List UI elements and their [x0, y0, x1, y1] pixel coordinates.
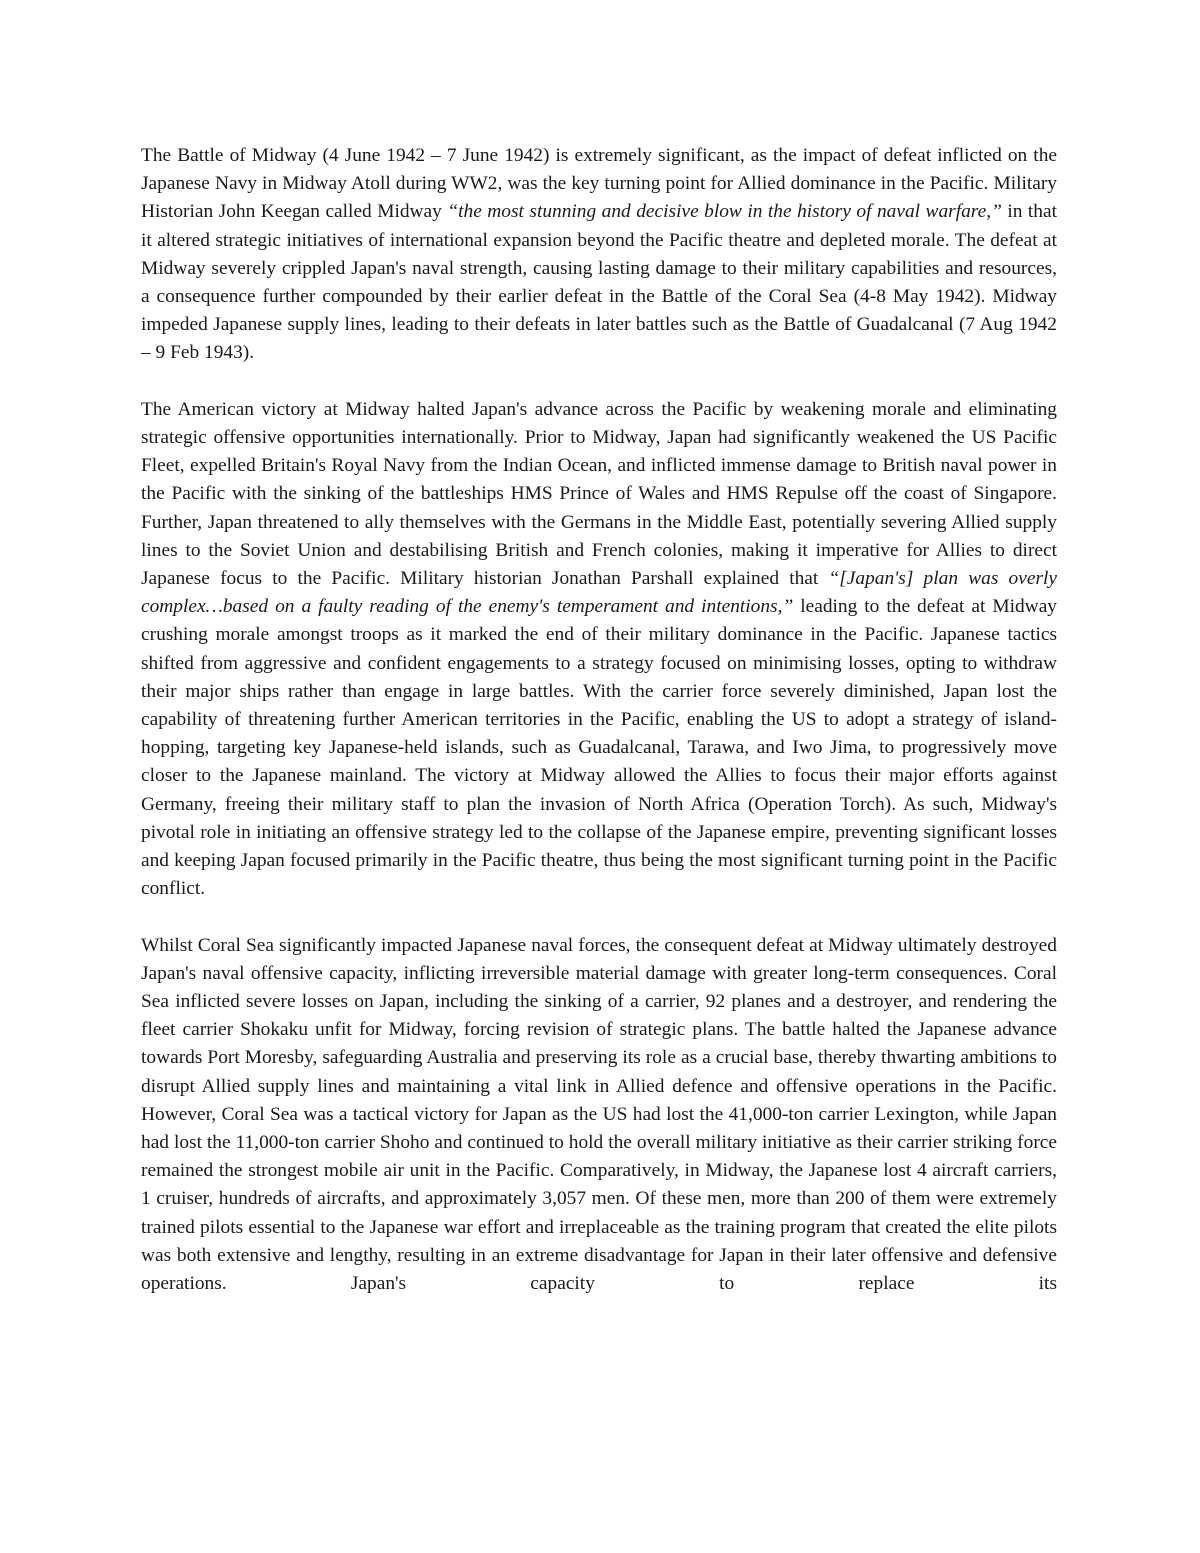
parshall-quote: “[Japan's] plan was overly complex…based on a faulty reading of the enemy's temperament and intentions,”: [141, 568, 1057, 618]
paragraph-2-run-3: leading to the defeat at Midway crushing morale amongst troops as it marked the end of their military dominance in the Pacific. Japanese tactics shifted from aggressive and confident engagements to a strategy focused on minimising losses, opting to withdraw their major ships rather than engage in large battles. With the carrier force severely diminished, Japan lost the capability of threatening further American territories in the Pacific, enabling the US to adopt a strategy of island-hopping, targeting key Japanese-held islands, such as Guadalcanal, Tarawa, and Iwo Jima, to progressively move closer to the Japanese mainland. The victory at Midway allowed the Allies to focus their major efforts against Germany, freeing their military staff to plan the invasion of North Africa (Operation Torch). As such, Midway's pivotal role in initiating an offensive strategy led to the collapse of the Japanese empire, preventing significant losses and keeping Japan focused primarily in the Pacific theatre, thus being the most significant turning point in the Pacific conflict.: [141, 596, 1057, 900]
paragraph-1-run-3: in that it altered strategic initiatives of international expansion beyond the Pacific theatre and depleted morale. The defeat at Midway severely crippled Japan's naval strength, causing lasting damage to their military capabilities and resources, a consequence further compounded by their earlier defeat in the Battle of the Coral Sea (4-8 May 1942). Midway impeded Japanese supply lines, leading to their defeats in later battles such as the Battle of Guadalcanal (7 Aug 1942 – 9 Feb 1943).: [141, 201, 1057, 364]
paragraph-1: [141, 142, 1057, 368]
paragraph-2: [141, 396, 1057, 904]
paragraph-2-run-1: The American victory at Midway halted Japan's advance across the Pacific by weakening morale and eliminating strategic offensive opportunities internationally. Prior to Midway, Japan had significantly weakened the US Pacific Fleet, expelled Britain's Royal Navy from the Indian Ocean, and inflicted immense damage to British naval power in the Pacific with the sinking of the battleships HMS Prince of Wales and HMS Repulse off the coast of Singapore. Further, Japan threatened to ally themselves with the Germans in the Middle East, potentially severing Allied supply lines to the Soviet Union and destabilising British and French colonies, making it imperative for Allies to direct Japanese focus to the Pacific. Military historian Jonathan Parshall explained that: [141, 398, 1057, 590]
keegan-quote: “the most stunning and decisive blow in the history of naval warfare,”: [447, 201, 1002, 223]
paragraph-3-run-1: Whilst Coral Sea significantly impacted Japanese naval forces, the consequent defeat at Midway ultimately destroyed Japan's naval offensive capacity, inflicting irreversible material damage with greater long-term consequences. Coral Sea inflicted severe losses on Japan, including the sinking of a carrier, 92 planes and a destroyer, and rendering the fleet carrier Shokaku unfit for Midway, forcing revision of strategic plans. The battle halted the Japanese advance towards Port Moresby, safeguarding Australia and preserving its role as a crucial base, thereby thwarting ambitions to disrupt Allied supply lines and maintaining a vital link in Allied defence and offensive operations in the Pacific. However, Coral Sea was a tactical victory for Japan as the US had lost the 41,000-ton carrier Lexington, while Japan had lost the 11,000-ton carrier Shoho and continued to hold the overall military initiative as their carrier striking force remained the strongest mobile air unit in the Pacific. Comparatively, in Midway, the Japanese lost 4 aircraft carriers, 1 cruiser, hundreds of aircrafts, and approximately 3,057 men. Of these men, more than 200 of them were extremely trained pilots essential to the Japanese war effort and irreplaceable as the training program that created the elite pilots was both extensive and lengthy, resulting in an extreme disadvantage for Japan in their later offensive and defensive operations. Japan's capacity to replace its: [141, 934, 1057, 1295]
paragraph-1-run-1: The Battle of Midway (4 June 1942 – 7 June 1942) is extremely significant, as the impact of defeat inflicted on the Japanese Navy in Midway Atoll during WW2, was the key turning point for Allied dominance in the Pacific. Military Historian John Keegan called Midway: [141, 145, 1057, 223]
document-body: [141, 142, 1057, 1298]
paragraph-3: [141, 932, 1057, 1299]
